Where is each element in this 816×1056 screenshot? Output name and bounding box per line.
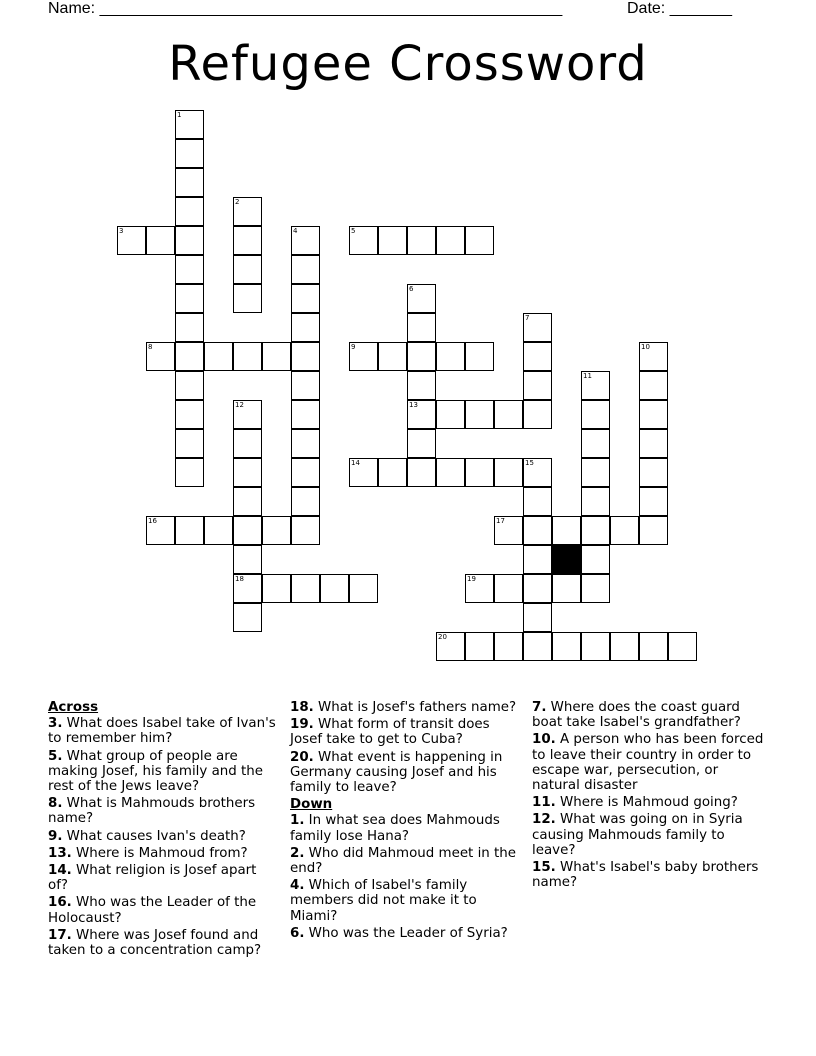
grid-cell[interactable] bbox=[291, 574, 320, 603]
grid-cell[interactable] bbox=[523, 342, 552, 371]
grid-cell[interactable] bbox=[320, 574, 349, 603]
grid-cell[interactable] bbox=[581, 516, 610, 545]
grid-cell[interactable] bbox=[465, 400, 494, 429]
clue-number: 12 bbox=[235, 401, 244, 409]
clues-column-1 bbox=[48, 700, 276, 960]
grid-cell[interactable] bbox=[407, 400, 436, 429]
grid-cell[interactable] bbox=[523, 458, 552, 487]
grid-cell[interactable] bbox=[436, 632, 465, 661]
clue-number: 15 bbox=[525, 459, 534, 467]
grid-cell[interactable] bbox=[581, 371, 610, 400]
grid-cell[interactable] bbox=[407, 284, 436, 313]
down-clue: 1. In what sea does Mahmouds family lose Hana? bbox=[290, 813, 500, 844]
grid-cell[interactable] bbox=[494, 458, 523, 487]
grid-cell[interactable] bbox=[146, 226, 175, 255]
clue-number: 13 bbox=[409, 401, 418, 409]
name-label: Name: bbox=[48, 0, 100, 17]
grid-cell[interactable] bbox=[233, 255, 262, 284]
grid-cell[interactable] bbox=[233, 400, 262, 429]
grid-cell[interactable] bbox=[291, 458, 320, 487]
grid-cell[interactable] bbox=[175, 429, 204, 458]
grid-cell[interactable] bbox=[233, 545, 262, 574]
grid-cell[interactable] bbox=[349, 574, 378, 603]
grid-cell[interactable] bbox=[291, 284, 320, 313]
grid-cell[interactable] bbox=[581, 429, 610, 458]
grid-cell[interactable] bbox=[523, 400, 552, 429]
clues-column-2 bbox=[290, 700, 520, 943]
grid-cell[interactable] bbox=[523, 313, 552, 342]
grid-cell[interactable] bbox=[175, 168, 204, 197]
date-label: Date: bbox=[627, 0, 670, 17]
clue-number: 4 bbox=[293, 227, 298, 235]
clue-number: 3 bbox=[119, 227, 124, 235]
down-clue: 6. Who was the Leader of Syria? bbox=[290, 925, 508, 941]
grid-cell[interactable] bbox=[523, 516, 552, 545]
grid-cell[interactable] bbox=[552, 516, 581, 545]
grid-cell[interactable] bbox=[523, 545, 552, 574]
grid-cell[interactable] bbox=[581, 545, 610, 574]
clue-number: 17 bbox=[496, 517, 505, 525]
clue-number: 16 bbox=[148, 517, 157, 525]
grid-cell[interactable] bbox=[378, 226, 407, 255]
grid-cell[interactable] bbox=[639, 371, 668, 400]
across-clue: 3. What does Isabel take of Ivan's to remember him? bbox=[48, 716, 276, 747]
grid-cell[interactable] bbox=[407, 342, 436, 371]
grid-cell[interactable] bbox=[465, 226, 494, 255]
grid-cell[interactable] bbox=[494, 400, 523, 429]
grid-cell[interactable] bbox=[146, 516, 175, 545]
grid-cell[interactable] bbox=[291, 342, 320, 371]
grid-cell[interactable] bbox=[349, 342, 378, 371]
grid-cell[interactable] bbox=[639, 342, 668, 371]
grid-cell[interactable] bbox=[407, 429, 436, 458]
clue-number: 11 bbox=[583, 372, 592, 380]
grid-cell[interactable] bbox=[465, 632, 494, 661]
grid-cell[interactable] bbox=[233, 342, 262, 371]
grid-cell[interactable] bbox=[610, 516, 639, 545]
grid-cell[interactable] bbox=[639, 632, 668, 661]
grid-cell[interactable] bbox=[581, 487, 610, 516]
grid-cell[interactable] bbox=[407, 371, 436, 400]
grid-cell[interactable] bbox=[349, 226, 378, 255]
grid-cell[interactable] bbox=[552, 574, 581, 603]
down-clue: 7. Where does the coast guard boat take Isabel's grandfather? bbox=[532, 700, 741, 731]
down-clue: 2. Who did Mahmoud meet in the end? bbox=[290, 845, 517, 877]
grid-cell[interactable] bbox=[233, 574, 262, 603]
grid-cell[interactable] bbox=[175, 284, 204, 313]
clue-number: 6 bbox=[409, 285, 414, 293]
across-clue: 17. Where was Josef found and taken to a concentration camp? bbox=[48, 927, 262, 959]
page-title: Refugee Crossword bbox=[168, 36, 648, 92]
grid-cell[interactable] bbox=[436, 342, 465, 371]
grid-cell[interactable] bbox=[262, 574, 291, 603]
across-clue: 5. What group of people are making Josef, his family and the rest of the Jews leave? bbox=[48, 748, 264, 795]
grid-cell[interactable] bbox=[349, 458, 378, 487]
grid-cell[interactable] bbox=[175, 371, 204, 400]
grid-cell[interactable] bbox=[581, 632, 610, 661]
grid-cell[interactable] bbox=[436, 226, 465, 255]
grid-cell[interactable] bbox=[581, 400, 610, 429]
grid-cell[interactable] bbox=[523, 574, 552, 603]
down-clue: 12. What was going on in Syria causing Mahmouds family to leave? bbox=[532, 812, 743, 858]
grid-cell[interactable] bbox=[639, 458, 668, 487]
grid-cell[interactable] bbox=[639, 429, 668, 458]
name-line[interactable]: ____________________________________________________ bbox=[99, 0, 563, 17]
grid-cell[interactable] bbox=[523, 487, 552, 516]
across-clue: 16. Who was the Leader of the Holocaust? bbox=[48, 895, 257, 926]
grid-cell[interactable] bbox=[291, 487, 320, 516]
grid-cell[interactable] bbox=[175, 255, 204, 284]
grid-cell[interactable] bbox=[233, 516, 262, 545]
grid-cell[interactable] bbox=[610, 632, 639, 661]
grid-cell[interactable] bbox=[436, 400, 465, 429]
clue-number: 8 bbox=[148, 343, 153, 351]
across-heading: Across bbox=[48, 700, 99, 715]
clue-number: 2 bbox=[235, 198, 240, 206]
grid-cell[interactable] bbox=[175, 313, 204, 342]
grid-cell[interactable] bbox=[175, 197, 204, 226]
grid-cell[interactable] bbox=[465, 458, 494, 487]
grid-cell[interactable] bbox=[204, 516, 233, 545]
grid-cell[interactable] bbox=[407, 226, 436, 255]
grid-cell[interactable] bbox=[291, 516, 320, 545]
grid-cell[interactable] bbox=[117, 226, 146, 255]
grid-cell[interactable] bbox=[494, 632, 523, 661]
down-heading: Down bbox=[290, 797, 333, 813]
grid-cell[interactable] bbox=[175, 400, 204, 429]
grid-cell[interactable] bbox=[175, 342, 204, 371]
grid-cell[interactable] bbox=[146, 342, 175, 371]
across-clue: 14. What religion is Josef apart of? bbox=[48, 863, 257, 894]
clue-number: 14 bbox=[351, 459, 360, 467]
clues-column-3 bbox=[532, 700, 768, 892]
grid-cell[interactable] bbox=[494, 516, 523, 545]
grid-cell[interactable] bbox=[291, 429, 320, 458]
grid-cell[interactable] bbox=[407, 313, 436, 342]
grid-cell[interactable] bbox=[552, 632, 581, 661]
grid-cell[interactable] bbox=[668, 632, 697, 661]
grid-cell[interactable] bbox=[639, 516, 668, 545]
down-clue: 15. What's Isabel's baby brothers name? bbox=[532, 860, 759, 891]
across-clue: 19. What form of transit does Josef take to get to Cuba? bbox=[290, 717, 490, 748]
grid-cell[interactable] bbox=[291, 313, 320, 342]
grid-cell[interactable] bbox=[291, 255, 320, 284]
grid-cell[interactable] bbox=[175, 110, 204, 139]
grid-cell[interactable] bbox=[494, 574, 523, 603]
grid-cell[interactable] bbox=[465, 574, 494, 603]
grid-cell[interactable] bbox=[233, 603, 262, 632]
clue-number: 10 bbox=[641, 343, 650, 351]
grid-cell[interactable] bbox=[378, 342, 407, 371]
across-clue: 13. Where is Mahmoud from? bbox=[48, 845, 248, 861]
date-line[interactable]: _______ bbox=[669, 0, 732, 17]
grid-cell[interactable] bbox=[523, 371, 552, 400]
grid-cell[interactable] bbox=[291, 371, 320, 400]
clue-number: 5 bbox=[351, 227, 356, 235]
down-clue: 4. Which of Isabel's family members did not make it to Miami? bbox=[290, 878, 477, 924]
grid-cell[interactable] bbox=[262, 342, 291, 371]
black-cell bbox=[552, 545, 581, 574]
across-clue: 18. What is Josef's fathers name? bbox=[290, 700, 517, 715]
grid-cell[interactable] bbox=[233, 487, 262, 516]
grid-cell[interactable] bbox=[175, 139, 204, 168]
grid-cell[interactable] bbox=[523, 603, 552, 632]
grid-cell[interactable] bbox=[523, 632, 552, 661]
clue-number: 18 bbox=[235, 575, 244, 583]
clue-number: 7 bbox=[525, 314, 530, 322]
grid-cell[interactable] bbox=[233, 284, 262, 313]
clue-number: 20 bbox=[438, 633, 447, 641]
grid-cell[interactable] bbox=[233, 197, 262, 226]
grid-cell[interactable] bbox=[639, 400, 668, 429]
across-clue: 20. What event is happening in Germany causing Josef and his family to leave? bbox=[290, 749, 503, 796]
grid-cell[interactable] bbox=[175, 458, 204, 487]
clue-number: 9 bbox=[351, 343, 356, 351]
down-clue: 10. A person who has been forced to leave their country in order to escape war, persecution, or natural disaster bbox=[532, 732, 764, 794]
grid-cell[interactable] bbox=[233, 429, 262, 458]
clue-number: 19 bbox=[467, 575, 476, 583]
grid-cell[interactable] bbox=[639, 487, 668, 516]
grid-cell[interactable] bbox=[436, 458, 465, 487]
grid-cell[interactable] bbox=[233, 226, 262, 255]
grid-cell[interactable] bbox=[175, 226, 204, 255]
grid-cell[interactable] bbox=[262, 516, 291, 545]
across-clue: 8. What is Mahmouds brothers name? bbox=[48, 796, 256, 827]
grid-cell[interactable] bbox=[233, 458, 262, 487]
across-clue: 9. What causes Ivan's death? bbox=[48, 828, 246, 844]
grid-cell[interactable] bbox=[465, 342, 494, 371]
clue-number: 1 bbox=[177, 111, 182, 119]
grid-cell[interactable] bbox=[378, 458, 407, 487]
grid-cell[interactable] bbox=[407, 458, 436, 487]
grid-cell[interactable] bbox=[204, 342, 233, 371]
grid-cell[interactable] bbox=[175, 516, 204, 545]
grid-cell[interactable] bbox=[581, 458, 610, 487]
grid-cell[interactable] bbox=[291, 226, 320, 255]
grid-cell[interactable] bbox=[291, 400, 320, 429]
down-clue: 11. Where is Mahmoud going? bbox=[532, 795, 738, 811]
grid-cell[interactable] bbox=[581, 574, 610, 603]
